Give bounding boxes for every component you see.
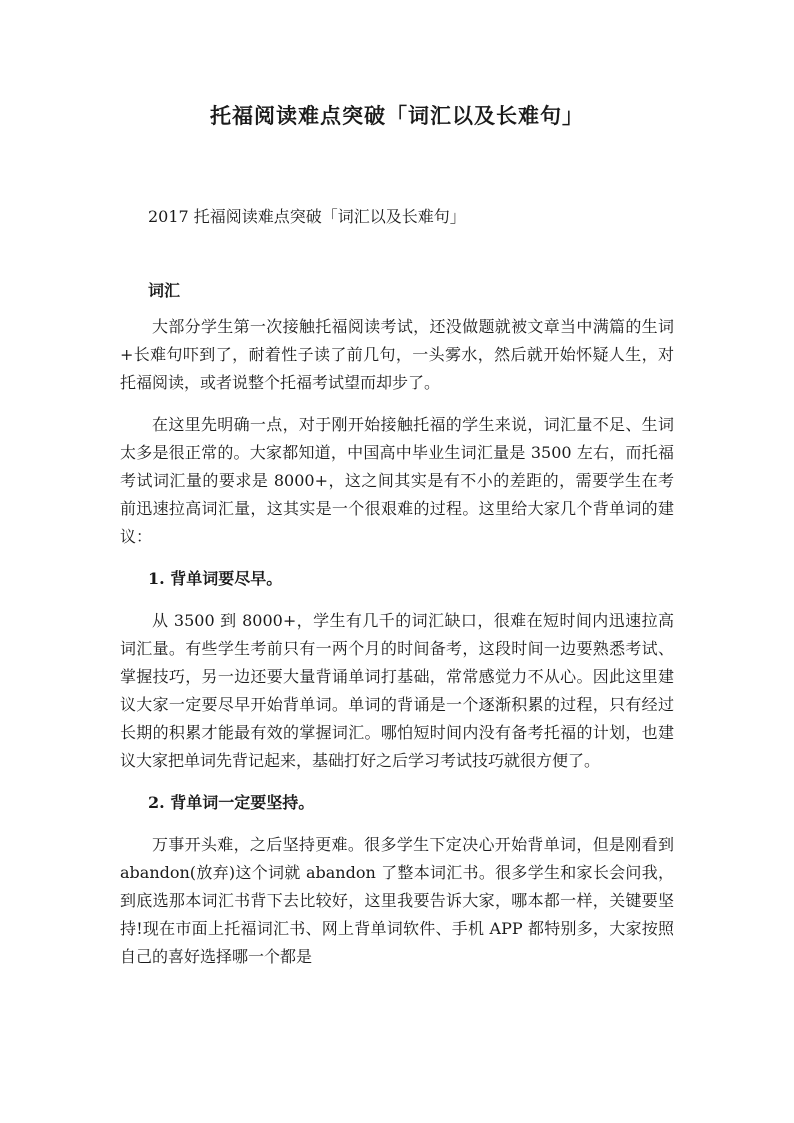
paragraph: 在这里先明确一点，对于刚开始接触托福的学生来说，词汇量不足、生词太多是很正常的。大家都知道，中国高中毕业生词汇量是 3500 左右，而托福考试词汇量的要求是 8000+，这之间其实是有不小的差距的，需要学生在考前迅速拉高词汇量，这其实是一个很艰难的过程。这里给大家几个背单词的建议： [120,415,674,546]
paragraph: 从 3500 到 8000+，学生有几千的词汇缺口，很难在短时间内迅速拉高词汇量。有些学生考前只有一两个月的时间备考，这段时间一边要熟悉考试、掌握技巧，另一边还要大量背诵单词打基础，常常感觉力不从心。因此这里建议大家一定要尽早开始背单词。单词的背诵是一个逐渐积累的过程，只有经过长期的积累才能最有效的掌握词汇。哪怕短时间内没有备考托福的计划，也建议大家把单词先背记起来，基础打好之后学习考试技巧就很方便了。 [120,611,674,770]
section-heading-vocabulary: 词汇 [148,281,181,300]
subheading-start-early: 1. 背单词要尽早。 [148,569,283,588]
document-subtitle: 2017 托福阅读难点突破「词汇以及长难句」 [148,207,466,226]
paragraph: 大部分学生第一次接触托福阅读考试，还没做题就被文章当中满篇的生词+长难句吓到了，耐着性子读了前几句，一头雾水，然后就开始怀疑人生，对托福阅读，或者说整个托福考试望而却步了。 [120,317,674,392]
body-content [120,313,674,985]
subheading-persist: 2. 背单词一定要坚持。 [148,793,315,812]
document-title: 托福阅读难点突破「词汇以及长难句」 [210,103,584,128]
paragraph: 万事开头难，之后坚持更难。很多学生下定决心开始背单词，但是刚看到 abandon(放弃)这个词就 abandon 了整本词汇书。很多学生和家长会问我，到底选那本词汇书背下去比较好，这里我要告诉大家，哪本都一样，关键要坚持!现在市面上托福词汇书、网上背单词软件、手机 APP 都特别多，大家按照自己的喜好选择哪一个都是 [120,835,674,966]
